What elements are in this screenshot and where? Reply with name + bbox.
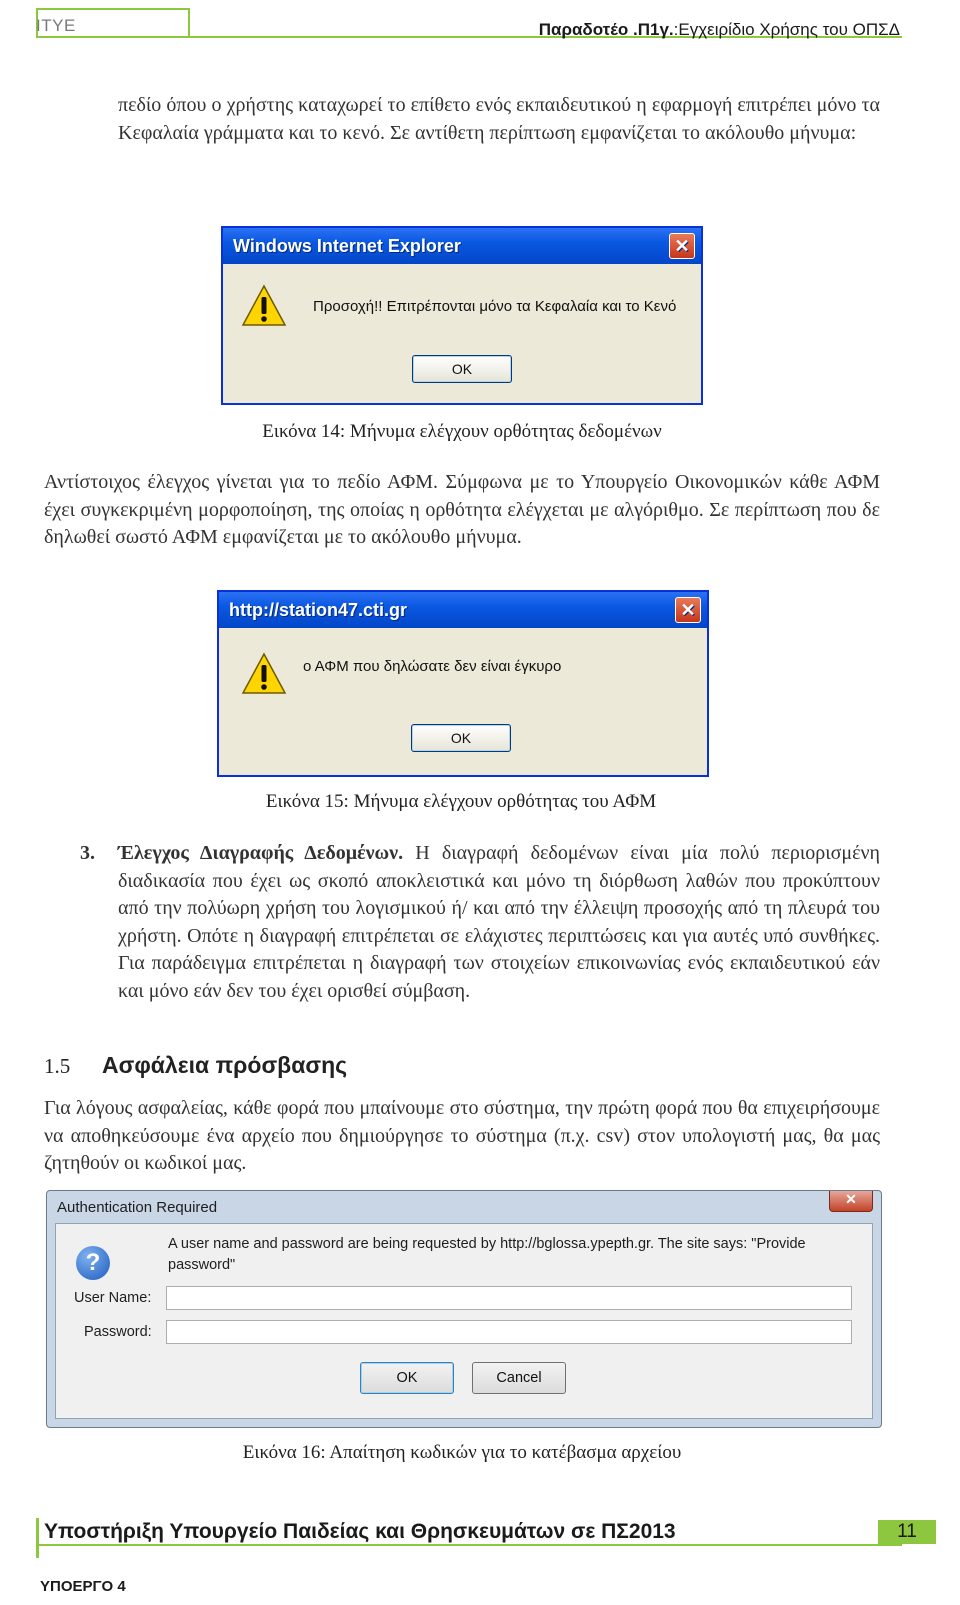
header-org: ITYE — [36, 16, 76, 35]
dialog-message: Προσοχή!! Επιτρέπονται μόνο τα Κεφαλαία και το Κενό — [313, 298, 677, 315]
header-title-rest: :Εγχειρίδιο Χρήσης του ΟΠΣΔ — [673, 20, 900, 39]
dialog-authentication — [46, 1190, 882, 1428]
username-input[interactable] — [166, 1286, 852, 1310]
figure-caption-15: Εικόνα 15: Μήνυμα ελέγχουν ορθότητας του ΑΦΜ — [265, 791, 657, 812]
paragraph-surname-check: πεδίο όπου ο χρήστης καταχωρεί το επίθετο ενός εκπαιδευτικού η εφαρμογή επιτρέπει μόνο τα Κεφαλαία γράμματα και το κενό. Σε αντίθετη περίπτωση εμφανίζεται το ακόλουθο μήνυμα: — [118, 94, 880, 144]
list-item-text: Η διαγραφή δεδομένων είναι μία πολύ περιορισμένη διαδικασία που έχει ως σκοπό αποκλειστικά και μόνο τη διόρθωση λαθών που προκύπτουν από την πολύωρη χρήση του λογισμικού ή/ και από την έλλειψη προσοχής από τη πλευρά του χρήστη. Οπότε η διαγραφή επιτρέπεται σε ελάχιστες περιπτώσεις και για αυτές υπό συνθήκες. Για παράδειγμα επιτρέπεται η διαγραφή των στοιχείων επικοινωνίας ενός εκπαιδευτικού εάν και μόνο εάν δεν του έχει ορισθεί σύμβαση. — [118, 842, 881, 1002]
dialog-body — [55, 1223, 873, 1419]
dialog-title: Authentication Required — [57, 1199, 218, 1216]
list-item-deletion-check — [118, 840, 880, 1005]
footer-bar — [36, 1518, 39, 1558]
auth-message-line2: password" — [168, 1257, 236, 1273]
auth-message-line1: A user name and password are being requested by http://bglossa.ypepth.gr. The site says: "Provide — [168, 1236, 806, 1252]
password-input[interactable] — [166, 1320, 852, 1344]
figure-caption-16: Εικόνα 16: Απαίτηση κωδικών για το κατέβασμα αρχείου — [242, 1442, 682, 1463]
footer-rule — [36, 1544, 902, 1546]
dialog-title: http://station47.cti.gr — [229, 600, 408, 620]
header-title-bold: Παραδοτέο .Π1γ. — [538, 20, 674, 39]
page-number: 11 — [878, 1520, 936, 1544]
dialog-titlebar — [223, 228, 701, 264]
ok-button[interactable]: OK — [411, 724, 511, 752]
header-title — [539, 20, 900, 40]
warning-icon — [241, 284, 287, 328]
figure-caption-14: Εικόνα 14: Μήνυμα ελέγχουν ορθότητας δεδομένων — [262, 421, 662, 442]
dialog-title: Windows Internet Explorer — [233, 236, 461, 256]
question-icon: ? — [76, 1246, 110, 1280]
dialog-titlebar — [219, 592, 707, 628]
password-label: Password: — [84, 1324, 152, 1340]
dialog-afm-warning — [217, 590, 709, 777]
close-icon[interactable]: ✕ — [669, 233, 695, 259]
footer-subtitle: ΥΠΟΕΡΓΟ 4 — [40, 1578, 126, 1595]
cancel-button[interactable]: Cancel — [472, 1362, 566, 1394]
paragraph-access-security: Για λόγους ασφαλείας, κάθε φορά που μπαίνουμε στο σύστημα, την πρώτη φορά που θα επιχειρήσουμε να αποθηκεύσουμε ένα αρχείο που δημιούργησε το σύστημα (π.χ. csv) στον υπολογιστή μας, θα μας ζητηθούν οι κωδικοί μας. — [44, 1097, 880, 1174]
username-label: User Name: — [74, 1290, 152, 1306]
warning-icon — [241, 652, 287, 696]
section-number: 1.5 — [44, 1054, 71, 1078]
ok-button[interactable]: OK — [360, 1362, 454, 1394]
dialog-message: ο ΑΦΜ που δηλώσατε δεν είναι έγκυρο — [303, 658, 562, 675]
list-item-number: 3. — [80, 842, 95, 864]
dialog-surname-warning — [221, 226, 703, 405]
section-title: Ασφάλεια πρόσβασης — [102, 1052, 348, 1078]
close-icon[interactable]: ✕ — [675, 597, 701, 623]
list-item-heading: Έλεγχος Διαγραφής Δεδομένων. — [118, 842, 404, 864]
footer-title: Υποστήριξη Υπουργείο Παιδείας και Θρησκευμάτων σε ΠΣ2013 — [44, 1520, 676, 1543]
paragraph-afm-check: Αντίστοιχος έλεγχος γίνεται για το πεδίο ΑΦΜ. Σύμφωνα με το Υπουργείο Οικονομικών κάθε ΑΦΜ έχει συγκεκριμένη μορφοποίηση, της οποίας η ορθότητα ελέγχεται με αλγόριθμο. Σε περίπτωση που δε δηλωθεί σωστό ΑΦΜ εμφανίζεται με το ακόλουθο μήνυμα. — [44, 471, 880, 548]
close-icon[interactable]: ✕ — [829, 1191, 873, 1212]
ok-button[interactable]: OK — [412, 355, 512, 383]
